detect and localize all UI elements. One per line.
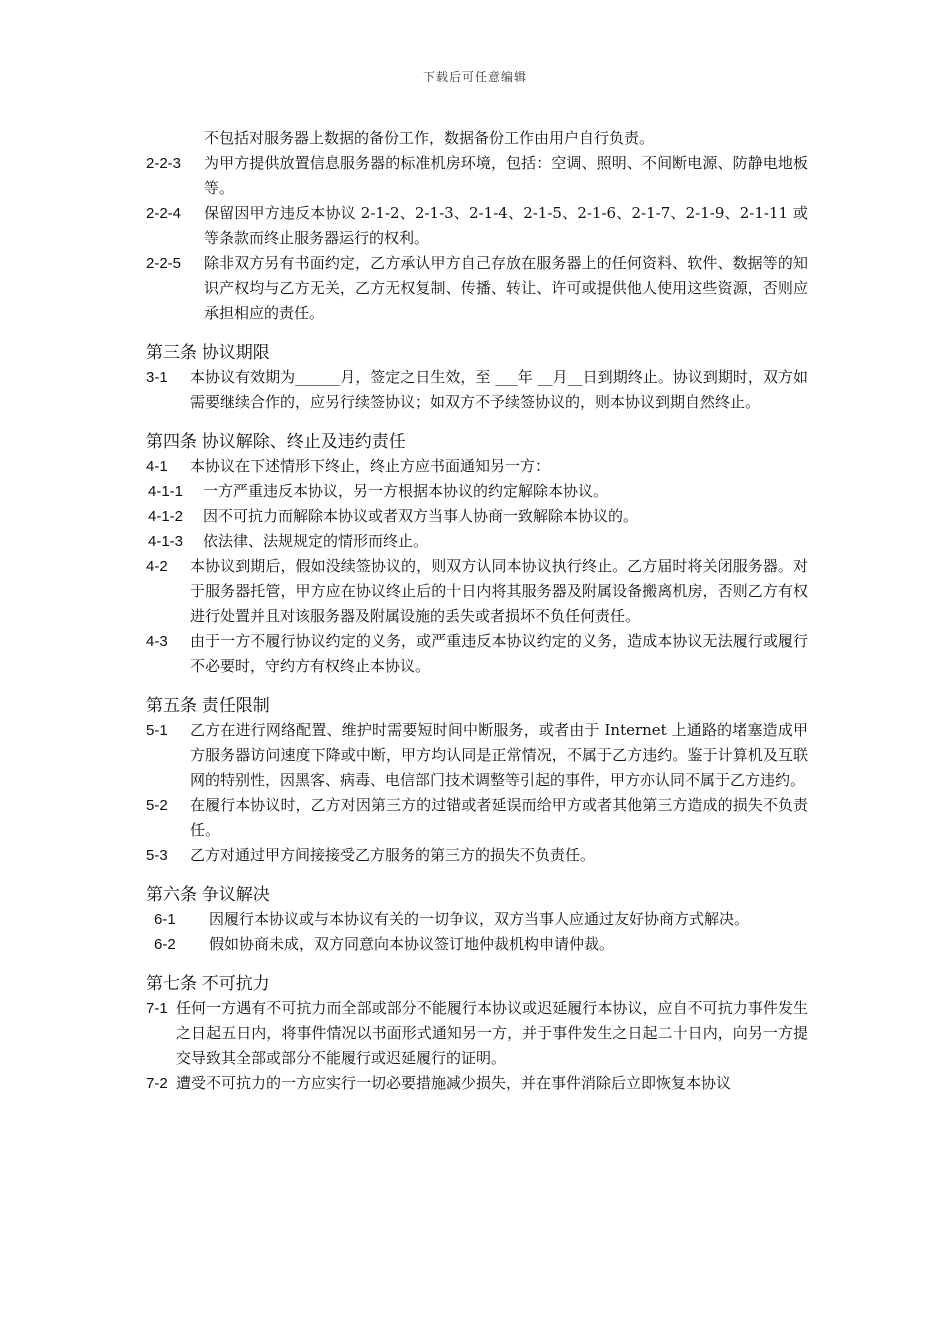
clause-5-3 — [146, 843, 808, 868]
clause-5-2 — [146, 793, 808, 843]
clause-text: 一方严重违反本协议，另一方根据本协议的约定解除本协议。 — [203, 482, 609, 500]
clause-number: 4-3 — [146, 633, 168, 650]
clause-2-2-5 — [146, 251, 808, 326]
section-5-heading: 第五条 责任限制 — [146, 696, 270, 715]
clause-number: 4-1-3 — [148, 533, 184, 550]
clause-4-1 — [146, 454, 808, 479]
clause-number: 7-2 — [146, 1075, 168, 1092]
clause-text: 遭受不可抗力的一方应实行一切必要措施减少损失，并在事件消除后立即恢复本协议 — [176, 1074, 732, 1092]
clause-text: 由于一方不履行协议约定的义务，或严重违反本协议约定的义务，造成本协议无法履行或履行不必要时，守约方有权终止本协议。 — [190, 632, 808, 675]
section-3-heading: 第三条 协议期限 — [146, 343, 270, 362]
clause-text: 因不可抗力而解除本协议或者双方当事人协商一致解除本协议的。 — [203, 507, 639, 525]
page-header: 下载后可任意编辑 — [422, 70, 527, 84]
clause-text: 假如协商未成，双方同意向本协议签订地仲裁机构申请仲裁。 — [209, 935, 615, 953]
clause-5-1 — [146, 718, 808, 793]
continued-paragraph: 不包括对服务器上数据的备份工作，数据备份工作由用户自行负责。 — [204, 129, 655, 147]
clause-text: 乙方在进行网络配置、维护时需要短时间中断服务，或者由于 Internet 上通路的堵塞造成甲方服务器访问速度下降或中断，甲方均认同是正常情况，不属于乙方违约。鉴于计算机及互联网的特别性，因黑客、病毒、电信部门技术调整等引起的事件，甲方亦认同不属于乙方违约。 — [190, 721, 808, 789]
clause-text: 本协议在下述情形下终止，终止方应书面通知另一方： — [190, 457, 551, 475]
clause-4-1-3 — [146, 529, 808, 554]
clause-4-2 — [146, 554, 808, 629]
clause-number: 4-1-1 — [148, 483, 184, 500]
section-4-heading: 第四条 协议解除、终止及违约责任 — [146, 432, 406, 451]
document-body — [146, 126, 808, 1096]
clause-number: 6-2 — [154, 936, 176, 953]
clause-6-1 — [146, 907, 808, 932]
clause-4-1-1 — [146, 479, 808, 504]
clause-2-2-4 — [146, 201, 808, 251]
clause-text: 本协议有效期为______月，签定之日生效，至 ___年 __月__日到期终止。协议到期时，双方如需要继续合作的，应另行续签协议；如双方不予续签协议的，则本协议到期自然终止。 — [190, 368, 808, 411]
clause-number: 3-1 — [146, 369, 168, 386]
clause-number: 6-1 — [154, 911, 176, 928]
clause-text: 除非双方另有书面约定，乙方承认甲方自己存放在服务器上的任何资料、软件、数据等的知识产权均与乙方无关，乙方无权复制、传播、转让、许可或提供他人使用这些资源，否则应承担相应的责任。 — [204, 254, 808, 322]
clause-7-1 — [146, 996, 808, 1071]
clause-text: 保留因甲方违反本协议 2-1-2、2-1-3、2-1-4、2-1-5、2-1-6、2-1-7、2-1-9、2-1-11 或等条款而终止服务器运行的权利。 — [204, 204, 808, 247]
clause-text: 任何一方遇有不可抗力而全部或部分不能履行本协议或迟延履行本协议，应自不可抗力事件发生之日起五日内，将事件情况以书面形式通知另一方，并于事件发生之日起二十日内，向另一方提交导致其全部或部分不能履行或迟延履行的证明。 — [176, 999, 808, 1067]
clause-4-1-2 — [146, 504, 808, 529]
clause-text: 依法律、法规规定的情形而终止。 — [203, 532, 429, 550]
clause-text: 本协议到期后，假如没续签协议的，则双方认同本协议执行终止。乙方届时将关闭服务器。对于服务器托管，甲方应在协议终止后的十日内将其服务器及附属设备搬离机房，否则乙方有权进行处置并且对该服务器及附属设施的丢失或者损坏不负任何责任。 — [190, 557, 808, 625]
clause-text: 为甲方提供放置信息服务器的标准机房环境，包括：空调、照明、不间断电源、防静电地板等。 — [204, 154, 808, 197]
clause-number: 4-1-2 — [148, 508, 184, 525]
clause-number: 2-2-5 — [146, 255, 182, 272]
clause-text: 因履行本协议或与本协议有关的一切争议，双方当事人应通过友好协商方式解决。 — [209, 910, 750, 928]
section-7-heading: 第七条 不可抗力 — [146, 974, 270, 993]
clause-text: 在履行本协议时，乙方对因第三方的过错或者延误而给甲方或者其他第三方造成的损失不负责任。 — [190, 796, 808, 839]
clause-text: 乙方对通过甲方间接接受乙方服务的第三方的损失不负责任。 — [190, 846, 596, 864]
clause-4-3 — [146, 629, 808, 679]
clause-6-2 — [146, 932, 808, 957]
clause-2-2-3 — [146, 151, 808, 201]
clause-number: 2-2-4 — [146, 205, 182, 222]
clause-number: 4-2 — [146, 558, 168, 575]
clause-7-2 — [146, 1071, 808, 1096]
clause-number: 5-2 — [146, 797, 168, 814]
clause-number: 2-2-3 — [146, 155, 182, 172]
clause-number: 5-1 — [146, 722, 168, 739]
clause-number: 5-3 — [146, 847, 168, 864]
clause-number: 4-1 — [146, 458, 168, 475]
clause-3-1 — [146, 365, 808, 415]
section-6-heading: 第六条 争议解决 — [146, 885, 270, 904]
clause-number: 7-1 — [146, 1000, 168, 1017]
